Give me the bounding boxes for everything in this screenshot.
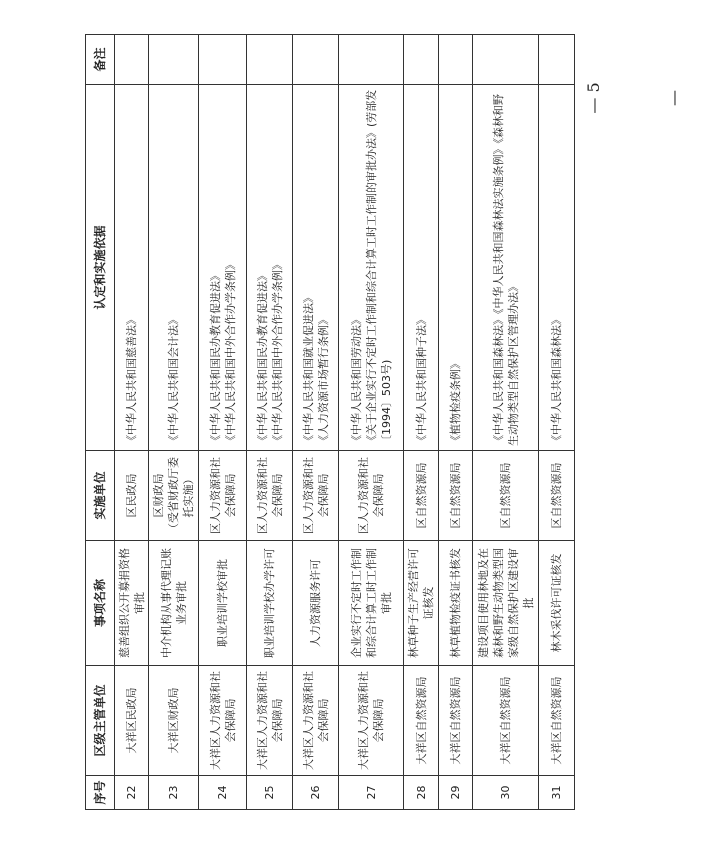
row-number-cell: 23 <box>149 776 199 810</box>
item-name-cell: 建设项目使用林地及在森林和野生动物类型国家级自然保护区建设审批 <box>472 541 539 666</box>
remarks-cell <box>472 35 539 85</box>
legal-basis-cell: 《中华人民共和国就业促进法》 《人力资源市场暂行条例》 <box>293 85 339 451</box>
header-cell: 备注 <box>86 35 115 85</box>
table-row <box>472 35 539 810</box>
row-number-cell: 26 <box>293 776 339 810</box>
implementing-unit-cell: 区自然资源局 <box>472 451 539 541</box>
header-cell: 序号 <box>86 776 115 810</box>
legal-basis-cell: 《中华人民共和国森林法》《中华人民共和国森林法实施条例》《森林和野生动物类型自然保护区管理办法》 <box>472 85 539 451</box>
page-number: — 5 — <box>584 82 683 114</box>
supervising-dept-cell: 大祥区人力资源和社会保障局 <box>199 666 247 776</box>
item-name-cell: 人力资源服务许可 <box>293 541 339 666</box>
row-number-cell: 28 <box>403 776 438 810</box>
implementing-unit-cell: 区自然资源局 <box>439 451 472 541</box>
row-number-cell: 25 <box>247 776 293 810</box>
legal-basis-cell: 《中华人民共和国会计法》 <box>149 85 199 451</box>
table-row <box>439 35 472 810</box>
implementing-unit-cell: 区自然资源局 <box>403 451 438 541</box>
implementing-unit-cell: 区人力资源和社会保障局 <box>293 451 339 541</box>
table-row <box>247 35 293 810</box>
remarks-cell <box>403 35 438 85</box>
rotated-table-wrapper <box>85 35 575 810</box>
item-name-cell: 中介机构从事代理记账业务审批 <box>149 541 199 666</box>
remarks-cell <box>199 35 247 85</box>
remarks-cell <box>247 35 293 85</box>
item-name-cell: 职业培训学校办学许可 <box>247 541 293 666</box>
row-number-cell: 30 <box>472 776 539 810</box>
supervising-dept-cell: 大祥区人力资源和社会保障局 <box>247 666 293 776</box>
supervising-dept-cell: 大祥区民政局 <box>115 666 149 776</box>
table-row <box>339 35 404 810</box>
table-header-row <box>86 35 115 810</box>
header-cell: 认定和实施依据 <box>86 85 115 451</box>
remarks-cell <box>149 35 199 85</box>
header-cell: 实施单位 <box>86 451 115 541</box>
implementing-unit-cell: 区财政局 （受省财政厅委托实施） <box>149 451 199 541</box>
supervising-dept-cell: 大祥区财政局 <box>149 666 199 776</box>
supervising-dept-cell: 大祥区自然资源局 <box>472 666 539 776</box>
supervising-dept-cell: 大祥区自然资源局 <box>539 666 575 776</box>
remarks-cell <box>539 35 575 85</box>
legal-basis-cell: 《中华人民共和国民办教育促进法》 《中华人民共和国中外合作办学条例》 <box>247 85 293 451</box>
approval-items-table <box>85 34 575 810</box>
remarks-cell <box>293 35 339 85</box>
item-name-cell: 职业培训学校审批 <box>199 541 247 666</box>
item-name-cell: 林草种子生产经营许可证核发 <box>403 541 438 666</box>
item-name-cell: 林草植物检疫证书核发 <box>439 541 472 666</box>
implementing-unit-cell: 区人力资源和社会保障局 <box>339 451 404 541</box>
table-row <box>149 35 199 810</box>
table-row <box>115 35 149 810</box>
item-name-cell: 企业实行不定时工作制和综合计算工时工作制审批 <box>339 541 404 666</box>
remarks-cell <box>439 35 472 85</box>
supervising-dept-cell: 大祥区自然资源局 <box>403 666 438 776</box>
row-number-cell: 27 <box>339 776 404 810</box>
table-row <box>403 35 438 810</box>
table-row <box>293 35 339 810</box>
implementing-unit-cell: 区人力资源和社会保障局 <box>199 451 247 541</box>
item-name-cell: 慈善组织公开募捐资格审批 <box>115 541 149 666</box>
header-cell: 区级主管单位 <box>86 666 115 776</box>
header-cell: 事项名称 <box>86 541 115 666</box>
remarks-cell <box>115 35 149 85</box>
legal-basis-cell: 《中华人民共和国慈善法》 <box>115 85 149 451</box>
implementing-unit-cell: 区民政局 <box>115 451 149 541</box>
implementing-unit-cell: 区人力资源和社会保障局 <box>247 451 293 541</box>
table-row <box>199 35 247 810</box>
row-number-cell: 31 <box>539 776 575 810</box>
row-number-cell: 29 <box>439 776 472 810</box>
implementing-unit-cell: 区自然资源局 <box>539 451 575 541</box>
row-number-cell: 24 <box>199 776 247 810</box>
legal-basis-cell: 《中华人民共和国森林法》 <box>539 85 575 451</box>
supervising-dept-cell: 大祥区自然资源局 <box>439 666 472 776</box>
row-number-cell: 22 <box>115 776 149 810</box>
item-name-cell: 林木采伐许可证核发 <box>539 541 575 666</box>
remarks-cell <box>339 35 404 85</box>
legal-basis-cell: 《中华人民共和国民办教育促进法》 《中华人民共和国中外合作办学条例》 <box>199 85 247 451</box>
legal-basis-cell: 《中华人民共和国种子法》 <box>403 85 438 451</box>
legal-basis-cell: 《中华人民共和国劳动法》 《关于企业实行不定时工作制和综合计算工时工作制的审批办法》(劳部发〔1994〕503号) <box>339 85 404 451</box>
supervising-dept-cell: 大祥区人力资源和社会保障局 <box>339 666 404 776</box>
legal-basis-cell: 《植物检疫条例》 <box>439 85 472 451</box>
supervising-dept-cell: 大祥区人力资源和社会保障局 <box>293 666 339 776</box>
table-row <box>539 35 575 810</box>
